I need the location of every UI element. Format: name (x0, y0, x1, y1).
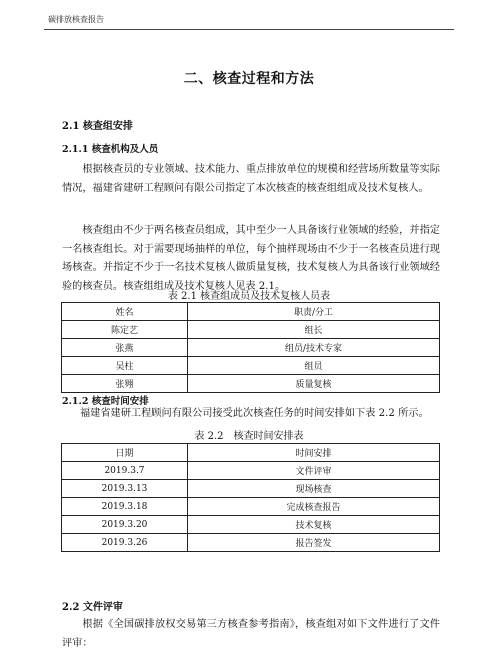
header-rule (44, 29, 454, 30)
paragraph-document-review: 根据《全国碳排放权交易第三方核查参考指南》，核查组对如下文件进行了文件评审： (62, 619, 440, 649)
paragraph-inspection-body: 根据核查员的专业领域、技术能力、重点排放单位的规模和经营场所数量等实际情况，福建省建研工程顾问有限公司指定了本次核查的核查组组成及技术复核人。 (62, 164, 440, 194)
section-heading-2-1: 2.1 核查组安排 (62, 121, 133, 132)
table-row (62, 375, 440, 393)
schedule-date: 2019.3.20 (62, 516, 188, 534)
member-name: 吴柱 (62, 357, 188, 375)
table-2-2-caption: 表 2.2 核查时间安排表 (194, 431, 304, 442)
schedule-date: 2019.3.13 (62, 480, 188, 498)
table-2-1-caption: 表 2.1 核查组成员及技术复核人员表 (167, 291, 331, 302)
member-name: 张燕 (62, 339, 188, 357)
member-duty: 质量复核 (188, 375, 440, 393)
table-row (62, 462, 440, 480)
table-row (62, 339, 440, 357)
member-name: 张翙 (62, 375, 188, 393)
table-row (62, 516, 440, 534)
paragraph-schedule-intro: 福建省建研工程顾问有限公司接受此次核查任务的时间安排如下表 2.2 所示。 (80, 408, 429, 419)
paragraph-team-composition: 核查组由不少于两名核查员组成，其中至少一人具备该行业领域的经验，并指定一名核查组长。对于需要现场抽样的单位，每个抽样现场由不少于一名核查员进行现场核查。并指定不少于一名技术复核人做质量复核，技术复核人为具备该行业领域经验的核查员。核查组组成及技术复核人见表 2.1。 (62, 225, 440, 292)
subsection-heading-2-1-2: 2.1.2 核查时间安排 (62, 396, 149, 407)
schedule-date: 2019.3.7 (62, 462, 188, 480)
table-row (62, 321, 440, 339)
schedule-date: 2019.3.26 (62, 534, 188, 552)
table-row (62, 534, 440, 552)
column-header-name: 姓名 (62, 303, 188, 321)
subsection-heading-2-1-1: 2.1.1 核查机构及人员 (62, 144, 159, 155)
chapter-title: 二、核查过程和方法 (183, 71, 315, 87)
team-members-table (61, 302, 440, 393)
schedule-task: 报告签发 (188, 534, 440, 552)
member-duty: 组长 (188, 321, 440, 339)
member-name: 陈定艺 (62, 321, 188, 339)
member-duty: 组员/技术专家 (188, 339, 440, 357)
table-row (62, 480, 440, 498)
table-row (62, 498, 440, 516)
schedule-table (61, 443, 440, 552)
table-header-row (62, 444, 440, 462)
schedule-task: 现场核查 (188, 480, 440, 498)
schedule-task: 文件评审 (188, 462, 440, 480)
running-header: 碳排放核查报告 (48, 15, 104, 24)
table-header-row (62, 303, 440, 321)
table-row (62, 357, 440, 375)
column-header-date: 日期 (62, 444, 188, 462)
section-heading-2-2: 2.2 文件评审 (62, 602, 123, 613)
schedule-task: 技术复核 (188, 516, 440, 534)
column-header-arrangement: 时间安排 (188, 444, 440, 462)
member-duty: 组员 (188, 357, 440, 375)
schedule-task: 完成核查报告 (188, 498, 440, 516)
schedule-date: 2019.3.18 (62, 498, 188, 516)
column-header-duty: 职责/分工 (188, 303, 440, 321)
